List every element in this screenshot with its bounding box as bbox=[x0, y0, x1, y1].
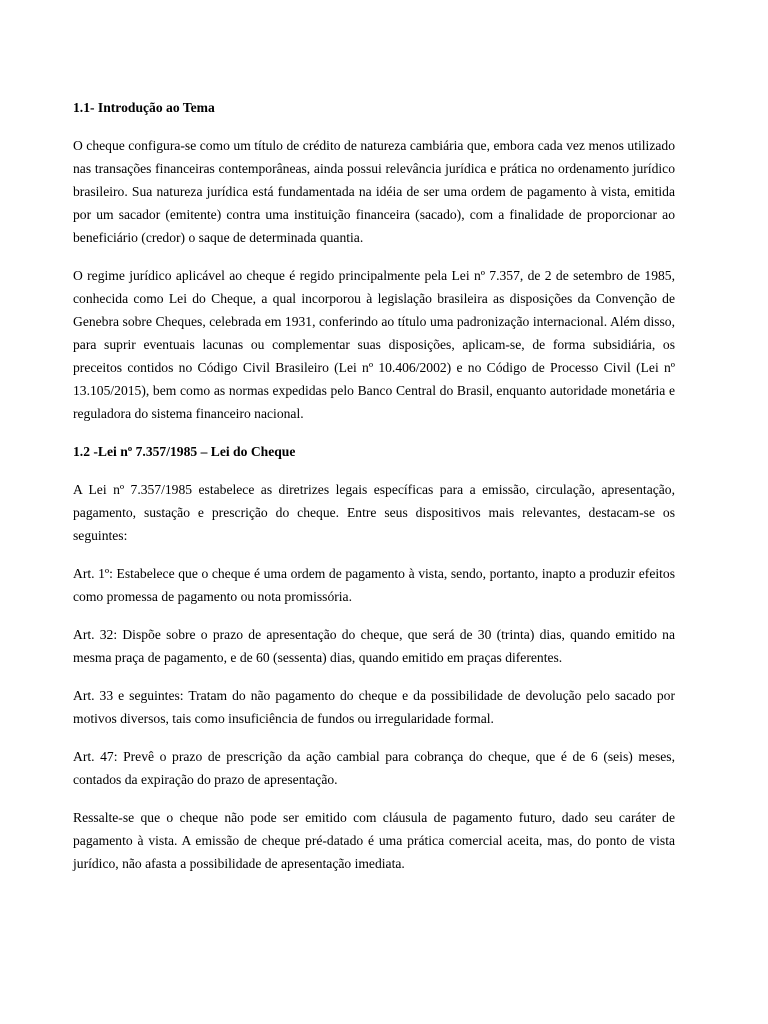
paragraph: A Lei nº 7.357/1985 estabelece as diretrizes legais específicas para a emissão, circulação, apresentação, pagamento, sustação e prescrição do cheque. Entre seus dispositivos mais relevantes, destacam-se os seguintes: bbox=[73, 482, 675, 543]
document-page bbox=[73, 96, 675, 890]
paragraph: Art. 47: Prevê o prazo de prescrição da ação cambial para cobrança do cheque, que é de 6 (seis) meses, contados da expiração do prazo de apresentação. bbox=[73, 749, 675, 787]
section-lei-do-cheque bbox=[73, 440, 675, 875]
section-heading: 1.1- Introdução ao Tema bbox=[73, 100, 215, 115]
paragraph: O cheque configura-se como um título de crédito de natureza cambiária que, embora cada vez menos utilizado nas transações financeiras contemporâneas, ainda possui relevância jurídica e prática no ordenamento jurídico brasileiro. Sua natureza jurídica está fundamentada na idéia de ser uma ordem de pagamento à vista, emitida por um sacador (emitente) contra uma instituição financeira (sacado), com a finalidade de proporcionar ao beneficiário (credor) o saque de determinada quantia. bbox=[73, 138, 675, 245]
paragraph: Art. 33 e seguintes: Tratam do não pagamento do cheque e da possibilidade de devolução pelo sacado por motivos diversos, tais como insuficiência de fundos ou irregularidade formal. bbox=[73, 688, 675, 726]
paragraph: Art. 32: Dispõe sobre o prazo de apresentação do cheque, que será de 30 (trinta) dias, quando emitido na mesma praça de pagamento, e de 60 (sessenta) dias, quando emitido em praças diferentes. bbox=[73, 627, 675, 665]
paragraph: Ressalte-se que o cheque não pode ser emitido com cláusula de pagamento futuro, dado seu caráter de pagamento à vista. A emissão de cheque pré-datado é uma prática comercial aceita, mas, do ponto de vista jurídico, não afasta a possibilidade de apresentação imediata. bbox=[73, 810, 675, 871]
section-introducao bbox=[73, 96, 675, 425]
paragraph: O regime jurídico aplicável ao cheque é regido principalmente pela Lei nº 7.357, de 2 de setembro de 1985, conhecida como Lei do Cheque, a qual incorporou à legislação brasileira as disposições da Convenção de Genebra sobre Cheques, celebrada em 1931, conferindo ao título uma padronização internacional. Além disso, para suprir eventuais lacunas ou complementar suas disposições, aplicam-se, de forma subsidiária, os preceitos contidos no Código Civil Brasileiro (Lei nº 10.406/2002) e no Código de Processo Civil (Lei nº 13.105/2015), bem como as normas expedidas pelo Banco Central do Brasil, enquanto autoridade monetária e reguladora do sistema financeiro nacional. bbox=[73, 268, 675, 421]
paragraph: Art. 1º: Estabelece que o cheque é uma ordem de pagamento à vista, sendo, portanto, inapto a produzir efeitos como promessa de pagamento ou nota promissória. bbox=[73, 566, 675, 604]
section-heading: 1.2 -Lei nº 7.357/1985 – Lei do Cheque bbox=[73, 444, 296, 459]
